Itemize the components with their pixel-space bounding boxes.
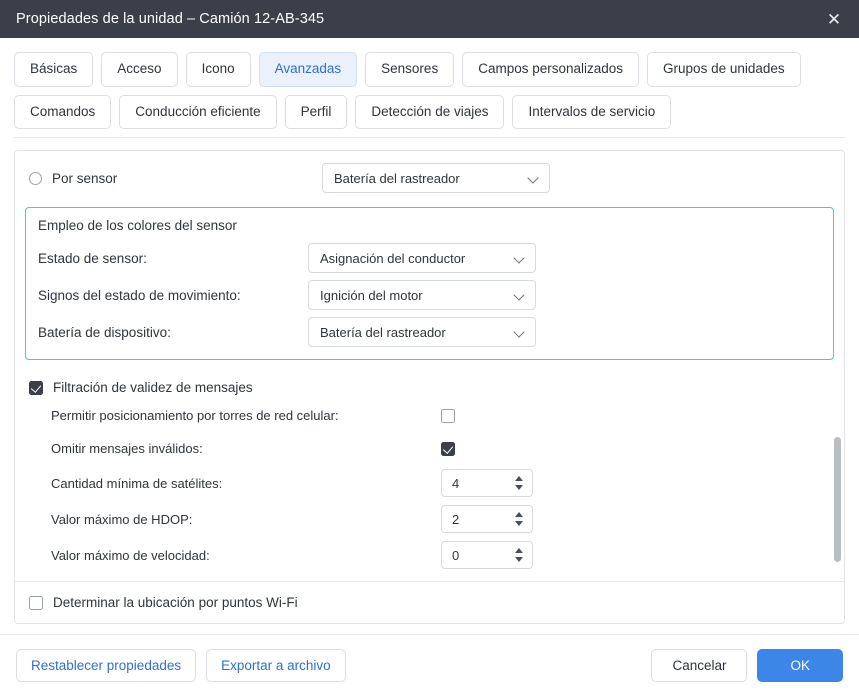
wifi-location-checkbox[interactable] — [29, 596, 43, 610]
stepper-arrows-icon[interactable] — [515, 547, 525, 563]
tab-basicas[interactable]: Básicas — [14, 52, 93, 87]
min-satellites-row — [15, 465, 844, 501]
content-area — [0, 138, 859, 624]
device-battery-label: Batería de dispositivo: — [38, 324, 171, 340]
tab-bar — [0, 38, 859, 138]
stepper-arrows-icon[interactable] — [515, 475, 525, 491]
skip-invalid-messages-label: Omitir mensajes inválidos: — [51, 441, 203, 456]
movement-state-select-value: Ignición del motor — [320, 287, 423, 303]
cell-tower-positioning-label: Permitir posicionamiento por torres de red celular: — [51, 408, 339, 423]
sensor-colors-group — [25, 207, 834, 360]
tab-acceso[interactable]: Acceso — [101, 52, 177, 87]
advanced-settings-panel — [14, 150, 845, 624]
por-sensor-row — [15, 151, 844, 205]
device-battery-row — [38, 317, 821, 347]
chevron-down-icon — [528, 172, 540, 184]
vertical-scrollbar[interactable] — [834, 437, 841, 562]
por-sensor-select-value: Batería del rastreador — [334, 170, 460, 186]
stepper-arrows-icon[interactable] — [515, 511, 525, 527]
sensor-state-select[interactable] — [308, 243, 536, 273]
por-sensor-radio[interactable] — [29, 172, 42, 185]
chevron-down-icon — [514, 289, 526, 301]
por-sensor-select[interactable] — [322, 163, 550, 193]
titlebar — [0, 0, 859, 38]
device-battery-select-value: Batería del rastreador — [320, 324, 446, 340]
tab-row-1 — [14, 52, 845, 87]
max-speed-stepper[interactable] — [441, 541, 533, 569]
sensor-state-row — [38, 243, 821, 273]
max-speed-label: Valor máximo de velocidad: — [51, 547, 210, 563]
min-satellites-label: Cantidad mínima de satélites: — [51, 475, 223, 491]
max-hdop-value: 2 — [452, 511, 460, 527]
wifi-location-row — [15, 582, 844, 623]
max-hdop-row — [15, 501, 844, 537]
device-battery-select[interactable] — [308, 317, 536, 347]
movement-state-select[interactable] — [308, 280, 536, 310]
close-icon[interactable]: ✕ — [826, 9, 842, 29]
tab-perfil[interactable]: Perfil — [285, 95, 348, 130]
max-hdop-label: Valor máximo de HDOP: — [51, 511, 193, 527]
chevron-down-icon — [514, 252, 526, 264]
window-title: Propiedades de la unidad – Camión 12-AB-345 — [16, 11, 325, 27]
tab-avanzadas[interactable]: Avanzadas — [259, 52, 358, 87]
movement-state-label: Signos del estado de movimiento: — [38, 287, 241, 303]
sensor-state-select-value: Asignación del conductor — [320, 250, 466, 266]
min-satellites-stepper[interactable] — [441, 469, 533, 497]
message-validity-filter-checkbox[interactable] — [29, 381, 43, 395]
chevron-down-icon — [514, 326, 526, 338]
tab-conduccion-eficiente[interactable]: Conducción eficiente — [119, 95, 276, 130]
cell-tower-positioning-checkbox[interactable] — [441, 409, 455, 423]
wifi-location-label: Determinar la ubicación por puntos Wi-Fi — [53, 595, 298, 610]
message-validity-filter-row — [15, 372, 844, 399]
tab-intervalos-de-servicio[interactable]: Intervalos de servicio — [512, 95, 671, 130]
tab-grupos-de-unidades[interactable]: Grupos de unidades — [647, 52, 801, 87]
cancel-button[interactable]: Cancelar — [651, 649, 747, 683]
movement-state-row — [38, 280, 821, 310]
min-satellites-value: 4 — [452, 475, 460, 491]
export-to-file-button[interactable]: Exportar a archivo — [206, 649, 346, 683]
sensor-colors-title: Empleo de los colores del sensor — [38, 218, 237, 233]
skip-invalid-messages-row — [15, 432, 844, 465]
por-sensor-label: Por sensor — [52, 170, 118, 186]
max-speed-row — [15, 537, 844, 573]
message-validity-filter-label: Filtración de validez de mensajes — [53, 380, 253, 395]
max-speed-value: 0 — [452, 547, 460, 563]
sensor-state-label: Estado de sensor: — [38, 250, 147, 266]
tab-campos-personalizados[interactable]: Campos personalizados — [462, 52, 639, 87]
tab-icono[interactable]: Icono — [186, 52, 251, 87]
ok-button[interactable]: OK — [757, 649, 843, 683]
tab-row-2 — [14, 95, 845, 130]
reset-properties-button[interactable]: Restablecer propiedades — [16, 649, 196, 683]
tab-sensores[interactable]: Sensores — [365, 52, 454, 87]
cell-tower-positioning-row — [15, 399, 844, 432]
max-hdop-stepper[interactable] — [441, 505, 533, 533]
tab-deteccion-de-viajes[interactable]: Detección de viajes — [355, 95, 504, 130]
skip-invalid-messages-checkbox[interactable] — [441, 442, 455, 456]
tab-comandos[interactable]: Comandos — [14, 95, 111, 130]
dialog-footer — [0, 634, 859, 696]
